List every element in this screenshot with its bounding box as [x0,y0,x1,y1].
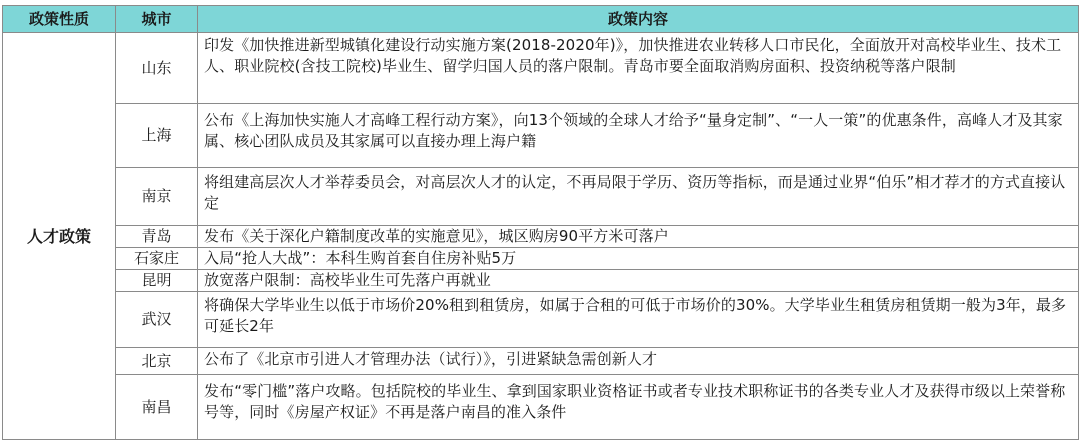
city-cell: 青岛 [116,226,198,248]
table-row [3,168,1079,226]
content-cell: 发布《关于深化户籍制度改革的实施意见》，城区购房90平方米可落户 [198,226,1079,248]
content-cell: 印发《加快推进新型城镇化建设行动实施方案(2018-2020年)》，加快推进农业转移人口市民化，全面放开对高校毕业生、技术工人、职业院校(含技工院校)毕业生、留学归国人员的落户限制。青岛市要全面取消购房面积、投资纳税等落户限制 [198,33,1079,104]
city-cell: 石家庄 [116,248,198,270]
table-row [3,270,1079,292]
table-row [3,33,1079,104]
policy-table-container [2,5,1078,440]
content-cell: 将组建高层次人才举荐委员会，对高层次人才的认定，不再局限于学历、资历等指标，而是通过业界“伯乐”相才荐才的方式直接认定 [198,168,1079,226]
city-cell: 南京 [116,168,198,226]
city-cell: 南昌 [116,375,198,440]
content-cell: 公布《上海加快实施人才高峰工程行动方案》，向13个领域的全球人才给予“量身定制”、“一人一策”的优惠条件，高峰人才及其家属、核心团队成员及其家属可以直接办理上海户籍 [198,104,1079,168]
table-row [3,226,1079,248]
table-row [3,104,1079,168]
content-cell: 将确保大学毕业生以低于市场价20%租到租赁房，如属于合租的可低于市场价的30%。大学毕业生租赁房租赁期一般为3年，最多可延长2年 [198,292,1079,348]
table-row [3,248,1079,270]
policy-table [2,5,1079,440]
city-cell: 武汉 [116,292,198,348]
policy-type-cell: 人才政策 [3,33,116,440]
table-row [3,375,1079,440]
content-cell: 公布了《北京市引进人才管理办法（试行）》，引进紧缺急需创新人才 [198,348,1079,375]
table-row [3,292,1079,348]
table-row [3,348,1079,375]
header-policy-type: 政策性质 [3,6,116,33]
content-cell: 放宽落户限制：高校毕业生可先落户再就业 [198,270,1079,292]
city-cell: 山东 [116,33,198,104]
city-cell: 昆明 [116,270,198,292]
content-cell: 入局“抢人大战”：本科生购首套自住房补贴5万 [198,248,1079,270]
header-city: 城市 [116,6,198,33]
header-policy-content: 政策内容 [198,6,1079,33]
content-cell: 发布“零门槛”落户攻略。包括院校的毕业生、拿到国家职业资格证书或者专业技术职称证书的各类专业人才及获得市级以上荣誉称号等，同时《房屋产权证》不再是落户南昌的准入条件 [198,375,1079,440]
city-cell: 上海 [116,104,198,168]
table-header-row [3,6,1079,33]
city-cell: 北京 [116,348,198,375]
